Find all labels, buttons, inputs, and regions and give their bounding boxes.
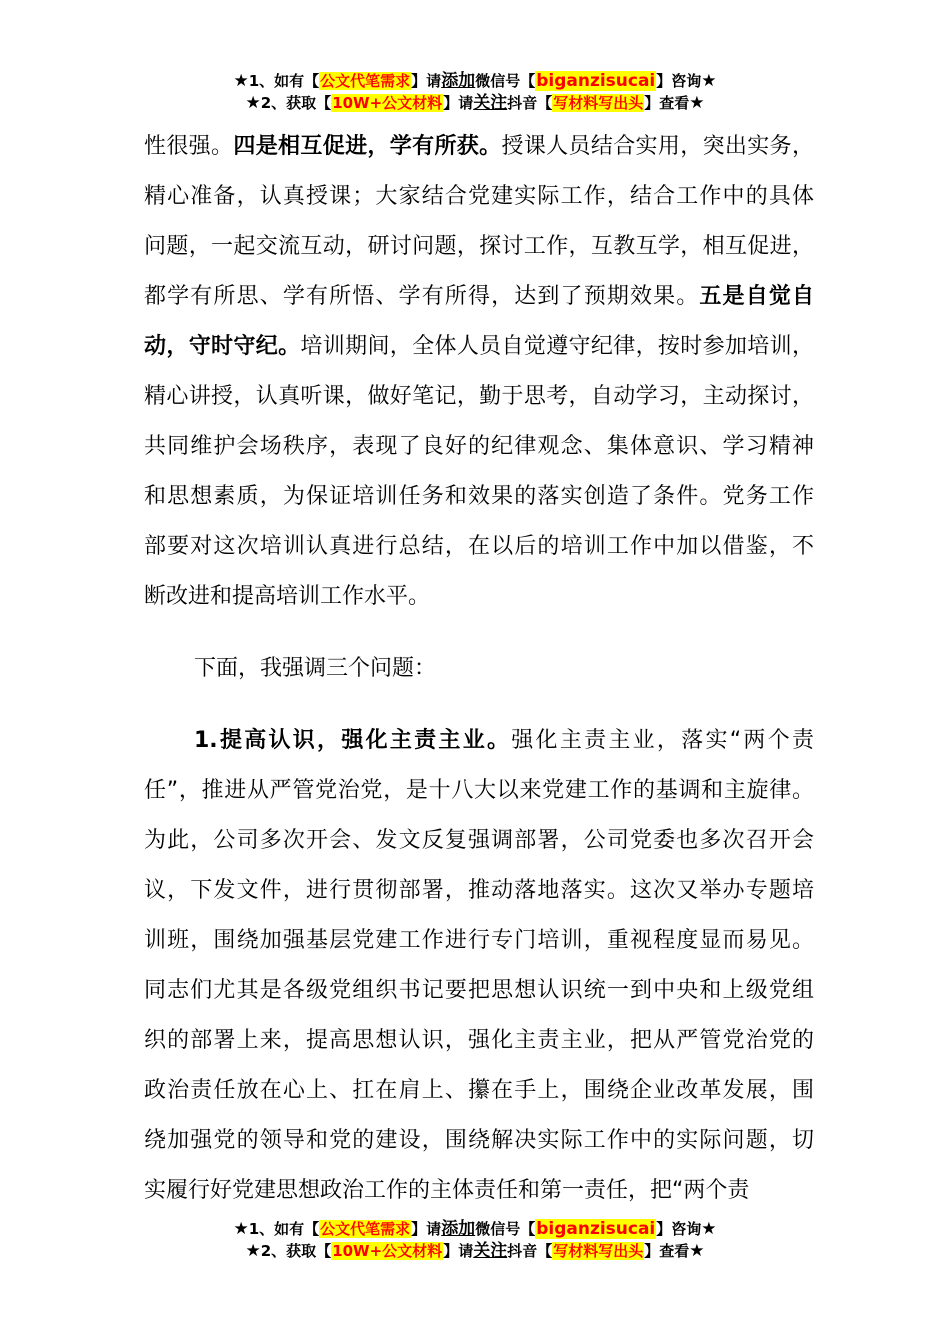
highlight-wechat-id: biganzisucai [536, 71, 656, 91]
body-line: 精心准备，认真授课；大家结合党建实际工作，结合工作中的具体 [144, 184, 814, 209]
footer-banner [0, 1218, 950, 1262]
body-line: 共同维护会场秩序，表现了良好的纪律观念、集体意识、学习精神 [144, 434, 814, 459]
section-1-line: 政治责任放在心上、扛在肩上、攥在手上，围绕企业改革发展，围 [144, 1078, 814, 1103]
body-line: 精心讲授，认真听课，做好笔记，勤于思考，自动学习，主动探讨， [144, 384, 814, 409]
body-line: 和思想素质，为保证培训任务和效果的落实创造了条件。党务工作 [144, 484, 814, 509]
banner-line-1: ★1、如有【公文代笔需求】请添加微信号【biganzisucai】咨询★ [233, 1219, 717, 1239]
highlight-materials: 10W+公文材料 [332, 1242, 443, 1260]
section-1-line: 绕加强党的领导和党的建设，围绕解决实际工作中的实际问题，切 [144, 1128, 814, 1153]
banner-line-2: ★2、获取【10W+公文材料】请关注抖音【写材料写出头】查看★ [245, 93, 705, 113]
document-body [144, 122, 814, 1216]
header-banner [0, 70, 950, 114]
section-1-line: 同志们尤其是各级党组织书记要把思想认识统一到中央和上级党组 [144, 978, 814, 1003]
paragraph-intro: 下面，我强调三个问题： [194, 656, 437, 681]
banner-line-2: ★2、获取【10W+公文材料】请关注抖音【写材料写出头】查看★ [245, 1241, 705, 1261]
section-1-heading: 1.提高认识，强化主责主业。 [194, 728, 512, 753]
body-line: 问题，一起交流互动，研讨问题，探讨工作，互教互学，相互促进， [144, 234, 814, 259]
highlight-douyin: 写材料写出头 [553, 94, 644, 112]
highlight-service: 公文代笔需求 [320, 72, 411, 90]
body-line: 性很强。四是相互促进，学有所获。授课人员结合实用，突出实务， [144, 134, 814, 159]
highlight-service: 公文代笔需求 [320, 1220, 411, 1238]
section-1-line: 为此，公司多次开会、发文反复强调部署，公司党委也多次召开会 [144, 828, 814, 853]
section-1-line: 实履行好党建思想政治工作的主体责任和第一责任，把“两个责 [144, 1178, 750, 1203]
body-line: 断改进和提高培训工作水平。 [144, 584, 431, 609]
body-line: 部要对这次培训认真进行总结，在以后的培训工作中加以借鉴，不 [144, 534, 814, 559]
highlight-materials: 10W+公文材料 [332, 94, 443, 112]
body-line: 都学有所思、学有所悟、学有所得，达到了预期效果。五是自觉自 [144, 284, 814, 309]
body-line: 动，守时守纪。培训期间，全体人员自觉遵守纪律，按时参加培训， [144, 334, 814, 359]
section-1-first-line: 1.提高认识，强化主责主业。强化主责主业，落实“两个责 [194, 728, 814, 753]
highlight-wechat-id: biganzisucai [536, 1219, 656, 1239]
banner-line-1: ★1、如有【公文代笔需求】请添加微信号【biganzisucai】咨询★ [233, 71, 717, 91]
section-1-line: 织的部署上来，提高思想认识，强化主责主业，把从严管党治党的 [144, 1028, 814, 1053]
section-1-line: 任”，推进从严管党治党，是十八大以来党建工作的基调和主旋律。 [144, 778, 814, 803]
highlight-douyin: 写材料写出头 [553, 1242, 644, 1260]
section-1-line: 训班，围绕加强基层党建工作进行专门培训，重视程度显而易见。 [144, 928, 814, 953]
section-1-line: 议，下发文件，进行贯彻部署，推动落地落实。这次又举办专题培 [144, 878, 814, 903]
